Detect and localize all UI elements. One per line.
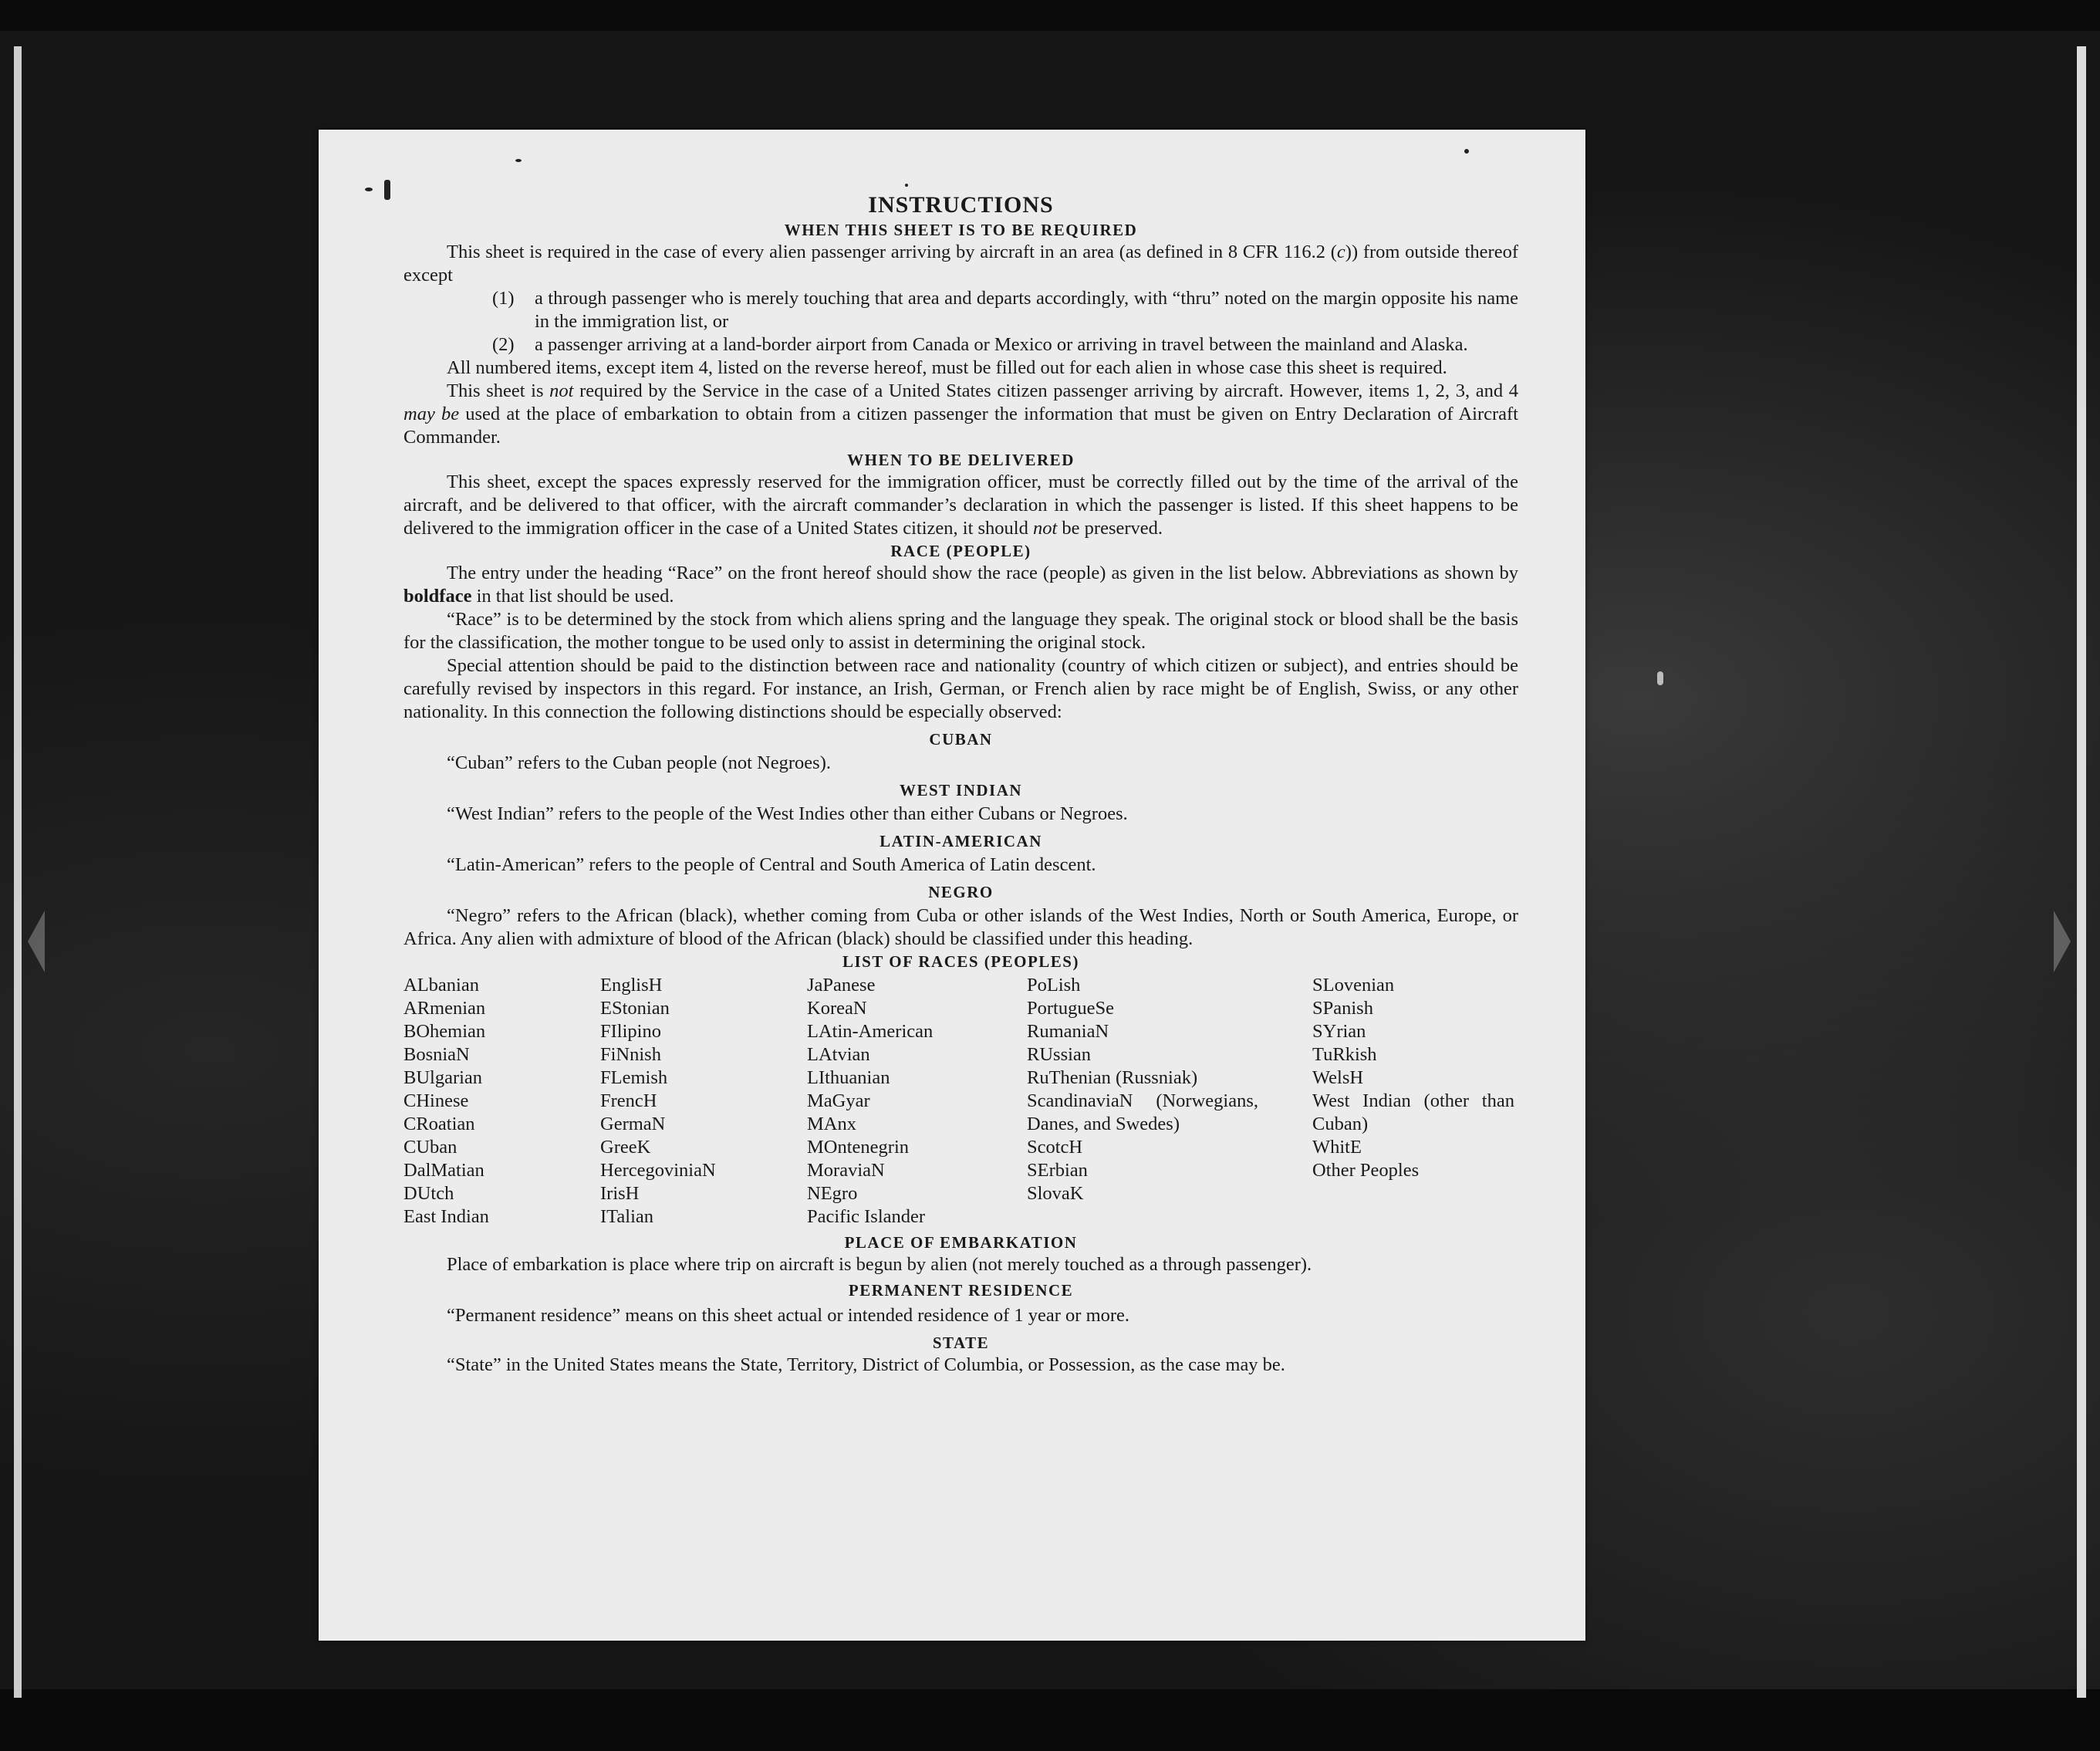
paragraph-latin-american: “Latin-American” refers to the people of Central and South America of Latin descent. xyxy=(447,854,1096,875)
race-list-column-2 xyxy=(600,974,807,1229)
race-entry: Other Peoples xyxy=(1312,1160,1420,1181)
race-entry: RuThenian (Russniak) xyxy=(1027,1067,1198,1088)
section-title-west-indian: WEST INDIAN xyxy=(899,781,1023,799)
exception-item-2: (2) a passenger arriving at a land-border airport from Canada or Mexico or arriving in travel between the mainland and Alaska. xyxy=(492,334,1468,355)
race-entry: SLovenian xyxy=(1312,975,1395,996)
race-entry: ScandinaviaN (Norwegians, Danes, and Swedes) xyxy=(1027,1090,1258,1134)
paragraph-race-stock: “Race” is to be determined by the stock from which aliens spring and the language they speak. The original stock or blood shall be the basis for the classification, the mother tongue to be used only to assist in determining the original stock. xyxy=(403,609,1518,653)
instruction-sheet xyxy=(319,130,1585,1641)
race-entry: BUlgarian xyxy=(403,1067,483,1088)
paragraph-required: This sheet is required in the case of every alien passenger arriving by aircraft in an area (as defined in 8 CFR 116.2 (c)) from outside thereof except xyxy=(403,242,1518,286)
race-entry: ITalian xyxy=(600,1206,654,1227)
race-entry: MAnx xyxy=(807,1114,856,1134)
race-entry: WhitE xyxy=(1312,1137,1362,1158)
race-entry: CRoatian xyxy=(403,1114,475,1134)
race-entry: GreeK xyxy=(600,1137,651,1158)
race-entry: SPanish xyxy=(1312,998,1373,1019)
race-entry: JaPanese xyxy=(807,975,876,996)
race-entry: HercegoviniaN xyxy=(600,1160,716,1181)
race-entry: BosniaN xyxy=(403,1044,470,1065)
film-edge-left xyxy=(14,46,22,1698)
race-entry: WelsH xyxy=(1312,1067,1364,1088)
race-entry: PoLish xyxy=(1027,975,1081,996)
race-list-column-5 xyxy=(1312,974,1518,1229)
race-entry: East Indian xyxy=(403,1206,489,1227)
race-entry: FrencH xyxy=(600,1090,657,1111)
race-entry: CHinese xyxy=(403,1090,469,1111)
race-entry: ScotcH xyxy=(1027,1137,1083,1158)
paragraph-cuban: “Cuban” refers to the Cuban people (not Negroes). xyxy=(447,752,831,773)
film-frame-top xyxy=(0,0,2100,31)
paragraph-permanent-residence: “Permanent residence” means on this sheet actual or intended residence of 1 year or more. xyxy=(447,1305,1130,1326)
race-entry: EnglisH xyxy=(600,975,663,996)
paragraph-embarkation: Place of embarkation is place where trip on aircraft is begun by alien (not merely touched as a through passenger). xyxy=(447,1254,1312,1275)
race-list-column-4 xyxy=(1027,974,1312,1229)
race-entry: RumaniaN xyxy=(1027,1021,1109,1042)
race-entry: LAtin-American xyxy=(807,1021,934,1042)
sheet-content xyxy=(403,184,1518,1377)
section-title-permanent-residence: PERMANENT RESIDENCE xyxy=(848,1281,1074,1300)
section-title-embarkation: PLACE OF EMBARKATION xyxy=(844,1233,1078,1252)
film-scratch xyxy=(1657,671,1663,685)
race-entry: IrisH xyxy=(600,1183,640,1204)
race-entry: SErbian xyxy=(1027,1160,1088,1181)
race-entry: FiNnish xyxy=(600,1044,661,1065)
race-list xyxy=(403,974,1518,1229)
race-entry: ARmenian xyxy=(403,998,486,1019)
film-edge-right xyxy=(2077,46,2086,1698)
paragraph-west-indian: “West Indian” refers to the people of the West Indies other than either Cubans or Negroes. xyxy=(447,803,1128,824)
race-entry: SlovaK xyxy=(1027,1183,1084,1204)
race-entry: Pacific Islander xyxy=(807,1206,926,1227)
paragraph-state: “State” in the United States means the State, Territory, District of Columbia, or Possession, as the case may be. xyxy=(447,1354,1285,1375)
race-entry: GermaN xyxy=(600,1114,666,1134)
race-entry: MOntenegrin xyxy=(807,1137,909,1158)
race-entry: MaGyar xyxy=(807,1090,870,1111)
race-entry: SYrian xyxy=(1312,1021,1366,1042)
race-entry: NEgro xyxy=(807,1183,858,1204)
race-entry: LAtvian xyxy=(807,1044,870,1065)
race-entry: DalMatian xyxy=(403,1160,484,1181)
race-entry: ALbanian xyxy=(403,975,479,996)
page-title: INSTRUCTIONS xyxy=(868,192,1054,218)
paragraph-delivered: This sheet, except the spaces expressly reserved for the immigration officer, must be correctly filled out by the time of the arrival of the aircraft, and be delivered to that officer, with the aircraft commander’s declaration in which the passenger is listed. If this sheet happens to be delivered to the immigration officer in the case of a United States citizen, it should not be preserved. xyxy=(403,472,1518,539)
race-entry: DUtch xyxy=(403,1183,454,1204)
paragraph-citizen: This sheet is not required by the Service in the case of a United States citizen passenger arriving by aircraft. However, items 1, 2, 3, and 4 may be used at the place of embarkation to obtain from a citizen passenger the information that must be given on Entry Declaration of Aircraft Commander. xyxy=(403,380,1518,448)
race-entry: LIthuanian xyxy=(807,1067,890,1088)
race-entry: FLemish xyxy=(600,1067,668,1088)
race-entry: RUssian xyxy=(1027,1044,1092,1065)
section-title-negro: NEGRO xyxy=(928,883,994,901)
race-entry: PortugueSe xyxy=(1027,998,1114,1019)
paragraph-negro: “Negro” refers to the African (black), whether coming from Cuba or other islands of the West Indies, North or South America, Europe, or Africa. Any alien with admixture of blood of the African (black) should be classified under this heading. xyxy=(403,905,1518,949)
section-title-latin-american: LATIN-AMERICAN xyxy=(880,832,1042,850)
section-title-state: STATE xyxy=(932,1334,990,1352)
section-title-cuban: CUBAN xyxy=(929,730,993,749)
race-entry: KoreaN xyxy=(807,998,867,1019)
section-title-race: RACE (PEOPLE) xyxy=(890,542,1031,560)
section-title-list-of-races: LIST OF RACES (PEOPLES) xyxy=(842,952,1079,971)
film-frame-bottom xyxy=(0,1689,2100,1751)
race-entry: West Indian (other than Cuban) xyxy=(1312,1090,1514,1134)
paragraph-numbered-items: All numbered items, except item 4, listed on the reverse hereof, must be filled out for each alien in whose case this sheet is required. xyxy=(447,357,1447,378)
section-title-when-required: WHEN THIS SHEET IS TO BE REQUIRED xyxy=(784,221,1138,239)
paragraph-race-entry: The entry under the heading “Race” on the front hereof should show the race (people) as given in the list below. Abbreviations as shown by boldface in that list should be used. xyxy=(403,563,1518,607)
race-entry: CUban xyxy=(403,1137,457,1158)
race-list-column-1 xyxy=(403,974,600,1229)
race-entry: MoraviaN xyxy=(807,1160,885,1181)
race-entry: TuRkish xyxy=(1312,1044,1377,1065)
race-entry: BOhemian xyxy=(403,1021,486,1042)
exception-item-1: (1) a through passenger who is merely touching that area and departs accordingly, with “thru” noted on the margin opposite his name in the immigration list, or xyxy=(492,288,1518,332)
section-title-when-delivered: WHEN TO BE DELIVERED xyxy=(847,451,1075,469)
race-entry: EStonian xyxy=(600,998,670,1019)
race-list-column-3 xyxy=(807,974,1027,1229)
paragraph-race-nationality: Special attention should be paid to the distinction between race and nationality (country of which citizen or subject), and entries should be carefully revised by inspectors in this regard. For instance, an Irish, German, or French alien by race might be of English, Swiss, or any other nationality. In this connection the following distinctions should be especially observed: xyxy=(403,655,1518,722)
race-entry: FIlipino xyxy=(600,1021,661,1042)
